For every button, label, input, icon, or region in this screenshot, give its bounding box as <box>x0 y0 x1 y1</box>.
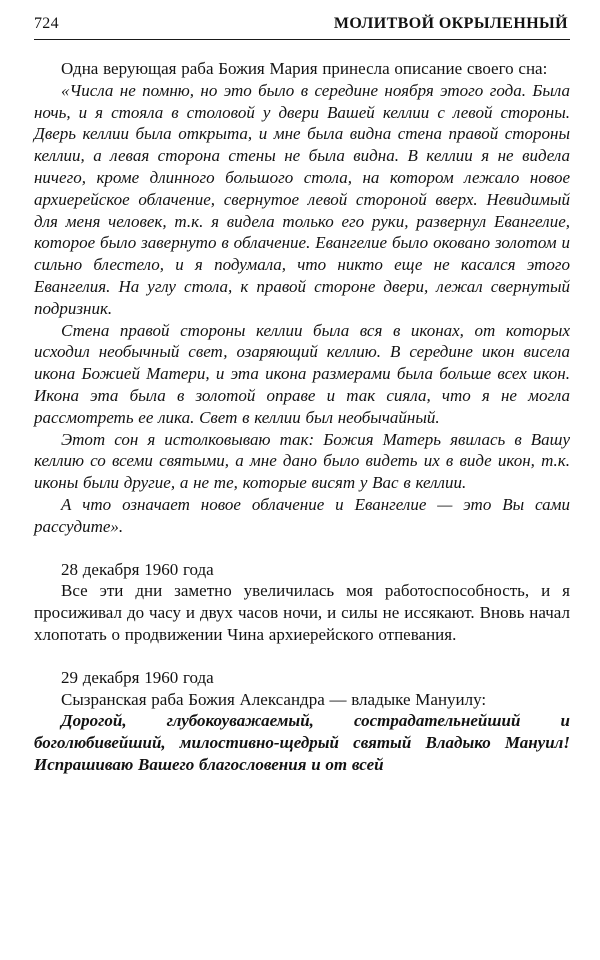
paragraph: 28 декабря 1960 года <box>61 559 214 579</box>
running-title: МОЛИТВОЙ ОКРЫЛЕННЫЙ <box>333 15 568 32</box>
text-body <box>34 58 570 776</box>
paragraph: Стена правой стороны келлии была вся в иконах, от которых исходил необычный свет, озаряющий келлию. В середине икон висела икона Божией Матери, и эта икона размерами была больше всех икон. Икона эта была в золотой оправе и так сияла, что я не могла рассмотреть ее лика. Свет в келлии был необычайный. <box>34 320 570 427</box>
header-rule <box>34 39 570 40</box>
paragraph: Сызранская раба Божия Александра — владыке Мануилу: <box>61 689 487 709</box>
paragraph: Все эти дни заметно увеличилась моя работоспособность, и я просиживал до часу и двух часов ночи, и силы не иссякают. Вновь начал хлопотать о продвижении Чина архиерейского отпевания. <box>34 581 570 644</box>
paragraph: А что означает новое облачение и Евангелие — это Вы сами рассудите». <box>34 494 570 536</box>
paragraph: Одна верующая раба Божия Мария принесла описание своего сна: <box>61 59 548 78</box>
running-head <box>34 14 570 34</box>
paragraph: «Числа не помню, но это было в середине ноября этого года. Была ночь, и я стояла в столовой у двери Вашей келлии с левой стороны. Дверь келлии была открыта, и мне была видна стена правой стороны келлии, а левая сторона стены не была видна. В келлии я не видела ничего, кроме длинного большого стола, на котором лежало новое архиерейское облачение, свернутое левой стороной вверх. Невидимый для меня человек, т.к. я видела только его руки, развернул Евангелие, которое было завернуто в облачение. Евангелие было оковано золотом и сильно блестело, и я подумала, что никто еще не касался этого Евангелия. На углу стола, к правой стороне двери, лежал свернутый подризник. <box>34 80 570 318</box>
paragraph: Этот сон я истолковываю так: Божия Матерь явилась в Вашу келлию со всеми святыми, а мне дано было видеть их в виде икон, т.к. иконы были другие, а не те, которые висят у Вас в келлии. <box>34 429 570 493</box>
page-number: 724 <box>34 15 59 32</box>
paragraph: 29 декабря 1960 года <box>61 667 214 687</box>
paragraph: Дорогой, глубокоуважаемый, сострадательнейший и боголюбивейший, милостивно-щедрый святый Владыко Мануил! Испрашиваю Вашего благословения и от всей <box>34 711 570 774</box>
